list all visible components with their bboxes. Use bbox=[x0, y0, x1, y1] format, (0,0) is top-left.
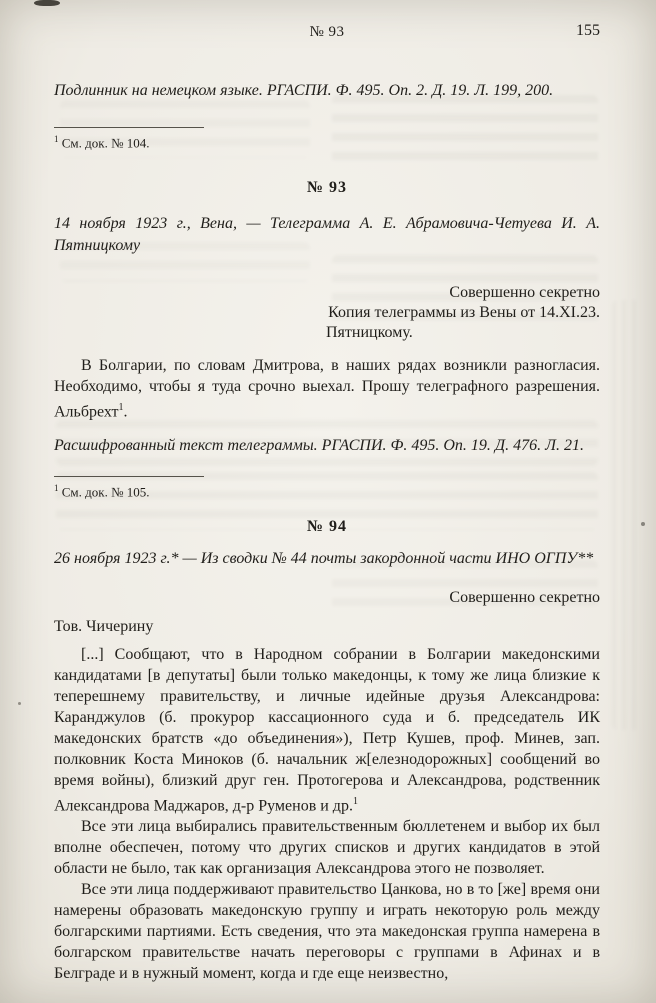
copy-line: Копия телеграммы из Вены от 14.XI.23. bbox=[328, 304, 600, 322]
doc94-paragraph: Все эти лица поддерживают правительство Цанкова, но в то [же] время они намерены образовать македонскую группу и играть некоторую роль между болгарскими партиями. Есть сведения, что эта македонская группа намерена в болгарском правительстве начать переговоры с группами в Афинах и в Белграде и в нужный момент, когда и где еще неизвестно, bbox=[54, 881, 600, 983]
telegram-text: В Болгарии, по словам Дмитрова, в наших рядах возникли разногласия. Необходимо, чтобы я туда срочно выехал. Прошу телеграфного разрешения. Альбрехт bbox=[54, 357, 600, 421]
doc93-classification-block bbox=[288, 283, 600, 343]
telegram-text-tail: . bbox=[123, 403, 128, 421]
doc94-paragraph: Все эти лица выбирались правительственным бюллетенем и выбор их был вполне обеспечен, потому что других списков и других кандидатов в этой области не было, так как организация Александрова этого не позволяет. bbox=[54, 818, 600, 878]
doc93-number-heading: № 93 bbox=[306, 179, 348, 197]
addressee-line: Пятницкому. bbox=[326, 324, 413, 342]
page-number: 155 bbox=[576, 22, 600, 39]
footnote-doc92 bbox=[54, 134, 600, 151]
footnote-text: См. док. № 105. bbox=[61, 483, 150, 499]
classification-line: Совершенно секретно bbox=[449, 284, 600, 302]
doc94-classification-block bbox=[54, 588, 600, 608]
classification-line: Совершенно секретно bbox=[449, 588, 600, 606]
doc94-number-heading: № 94 bbox=[306, 517, 348, 535]
doc94-salutation: Тов. Чичерину bbox=[54, 617, 154, 635]
footnote-separator bbox=[54, 476, 204, 477]
footnote-ref: 1 bbox=[352, 795, 358, 807]
running-header-doc-number: № 93 bbox=[309, 24, 345, 40]
archival-source-line-doc93: Расшифрованный текст телеграммы. РГАСПИ. Ф. 495. Оп. 19. Д. 476. Л. 21. bbox=[54, 436, 584, 454]
doc94-title: 26 ноября 1923 г.* — Из сводки № 44 почты закордонной части ИНО ОГПУ** bbox=[54, 549, 594, 567]
footnote-ref: 1 bbox=[118, 402, 124, 414]
footnote-doc93 bbox=[54, 483, 600, 500]
footnote-text: См. док. № 104. bbox=[61, 135, 150, 151]
running-header bbox=[54, 0, 600, 46]
footnote-separator bbox=[54, 127, 204, 128]
paragraph-text: [...] Сообщают, что в Народном собрании в Болгарии македонскими кандидатами [в депутаты] были только македонцы, к тому же лица близкие к теперешнему правительству, и личные идейные друзья Александрова: Каранджулов (б. прокурор кассационного суда и б. председатель ИК македонских братств «до объединения»), Петр Кушев, проф. Минев, зап. полковник Коста Миноков (б. начальник ж[елезнодорожных] сообщений во время войны), близкий друг ген. Протогерова и Александрова, родственник Александрова Маджаров, д-р Руменов и др. bbox=[54, 645, 600, 815]
doc93-telegram-body bbox=[54, 355, 600, 422]
footnote-marker: 1 bbox=[54, 134, 59, 144]
doc93-title: 14 ноября 1923 г., Вена, — Телеграмма А. Е. Абрамовича-Четуева И. А. Пятницкому bbox=[54, 215, 600, 255]
footnote-marker: 1 bbox=[54, 482, 59, 493]
archival-source-line-doc92: Подлинник на немецком языке. РГАСПИ. Ф. 495. Оп. 2. Д. 19. Л. 199, 200. bbox=[54, 82, 554, 99]
doc94-paragraph bbox=[54, 644, 600, 816]
